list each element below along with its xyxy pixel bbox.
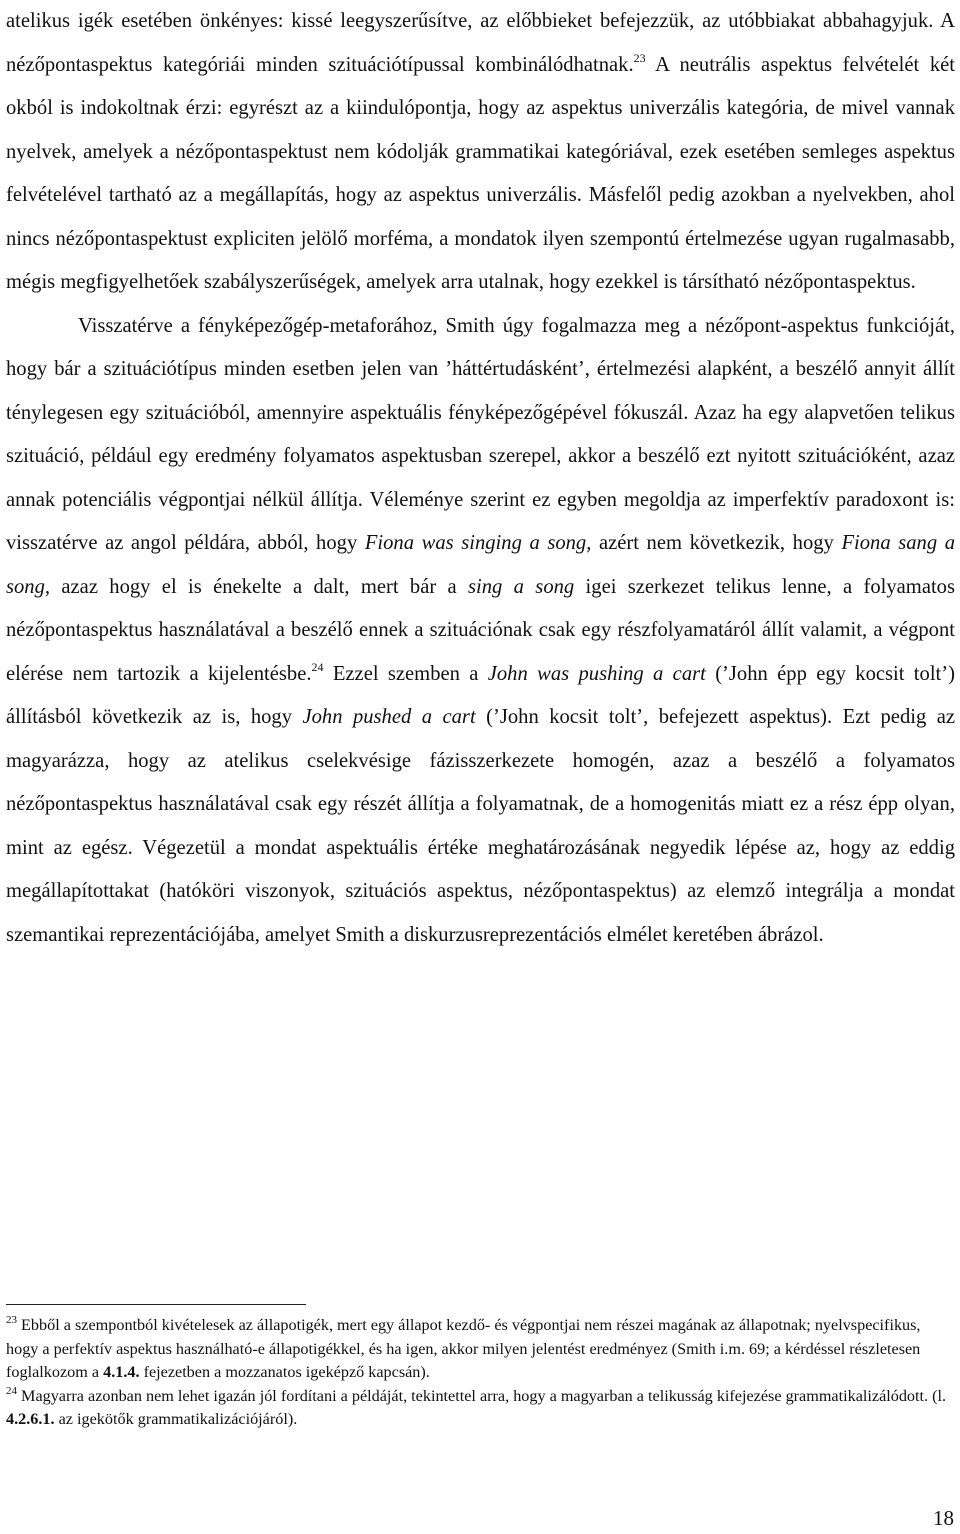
main-text	[6, 0, 955, 957]
footnote-23-text-1: Ebből a szempontból kivételesek az állapotigék, mert egy állapot kezdő- és végpontjai nem részei magának az állapotnak; nyelvspecifikus, hogy a perfektív aspektus használható-e állapotigékkel, és ha igen, akkor milyen jelentést eredményez (Smith i.m. 69; a kérdéssel részletesen foglalkozom a	[6, 1316, 921, 1381]
paragraph-2-part-3: azaz hogy el is énekelte a dalt, mert bár a	[50, 575, 469, 598]
page-number: 18	[933, 1506, 954, 1530]
footnotes	[6, 1314, 955, 1432]
paragraph-2	[6, 305, 955, 958]
footnote-23-chapter-ref[interactable]: 4.1.4.	[103, 1363, 140, 1381]
example-fiona-sang: Fiona sang a song,	[6, 532, 955, 598]
paragraph-1	[6, 0, 955, 305]
footnote-ref-23[interactable]: 23	[633, 50, 646, 65]
footnote-divider	[6, 1304, 306, 1305]
paragraph-2-part-6: (’John épp egy kocsit tolt’) állításból következik az is, hogy	[6, 662, 955, 728]
example-john-pushed: John pushed a cart	[302, 706, 476, 728]
paragraph-2-part-5: Ezzel szemben a	[323, 662, 488, 685]
paragraph-2-part-2: azért nem következik, hogy	[591, 532, 842, 554]
footnote-number-23: 23	[6, 1314, 17, 1326]
paragraph-2-part-4: igei szerkezet telikus lenne, a folyamatos nézőpontaspektus használatával a beszélő ennek a szituációnak csak egy részfolyamatáról állít valamit, a végpont elérése nem tartozik a kijelentésbe.	[6, 575, 955, 685]
example-sing-a-song: sing a song	[468, 575, 575, 598]
example-john-was-pushing: John was pushing a cart	[487, 662, 706, 685]
footnote-24-text-2: az igekötők grammatikalizációjáról).	[54, 1410, 298, 1428]
footnote-ref-24[interactable]: 24	[311, 659, 324, 674]
footnote-23	[6, 1314, 955, 1385]
footnote-24-chapter-ref[interactable]: 4.2.6.1.	[6, 1410, 55, 1428]
example-fiona-was-singing: Fiona was singing a song,	[364, 532, 592, 554]
paragraph-2-part-7: (’John kocsit tolt’, befejezett aspektus). Ezt pedig az magyarázza, hogy az atelikus cselekvésige fázisszerkezete homogén, azaz a beszélő a folyamatos nézőpontaspektus használatával csak egy részét állítja a folyamatnak, de a homogenitás miatt ez a rész épp olyan, mint az egész. Végezetül a mondat aspektuális értéke meghatározásának negyedik lépése az, hogy az eddig megállapítottakat (hatóköri viszonyok, szituációs aspektus, nézőpontaspektus) az elemző integrálja a mondat szemantikai reprezentációjába, amelyet Smith a diskurzusreprezentációs elmélet keretében ábrázol.	[6, 706, 955, 946]
paragraph-1-part-2: A neutrális aspektus felvételét két okból is indokoltnak érzi: egyrészt az a kiindulópontja, hogy az aspektus univerzális kategória, de mivel vannak nyelvek, amelyek a nézőpontaspektust nem kódolják grammatikai kategóriával, ezek esetében semleges aspektus felvételével tartható az a megállapítás, hogy az aspektus univerzális. Másfelől pedig azokban a nyelvekben, ahol nincs nézőpontaspektust expliciten jelölő morféma, a mondatok ilyen szempontú értelmezése ugyan rugalmasabb, mégis megfigyelhetőek szabályszerűségek, amelyek arra utalnak, hogy ezekkel is társítható nézőpontaspektus.	[6, 53, 956, 293]
paragraph-1-part-1: atelikus igék esetében önkényes: kissé leegyszerűsítve, az előbbieket befejezzük, az utóbbiakat abbahagyjuk. A nézőpontaspektus kategóriái minden szituációtípussal kombinálódhatnak.	[6, 10, 955, 76]
paragraph-2-part-1: Visszatérve a fényképezőgép-metaforához, Smith úgy fogalmazza meg a nézőpont-aspektus funkcióját, hogy bár a szituációtípus minden esetben jelen van ’háttértudásként’, értelmezési alapként, a beszélő annyit állít ténylegesen egy szituációból, amennyire aspektuális fényképezőgépével fókuszál. Azaz ha egy alapvetően telikus szituáció, például egy eredmény folyamatos aspektusban szerepel, akkor a beszélő ezt nyitott szituációként, azaz annak potenciális végpontjai nélkül állítja. Véleménye szerint ez egyben megoldja az imperfektív paradoxont is: visszatérve az angol példára, abból, hogy	[6, 314, 955, 554]
footnote-24-text-1: Magyarra azonban nem lehet igazán jól fordítani a példáját, tekintettel arra, hogy a magyarban a telikusság kifejezése grammatikalizálódott. (l.	[17, 1386, 947, 1405]
footnote-23-text-2: fejezetben a mozzanatos igeképző kapcsán).	[139, 1363, 430, 1381]
footnote-number-24: 24	[6, 1384, 17, 1397]
footnote-24	[6, 1385, 955, 1432]
